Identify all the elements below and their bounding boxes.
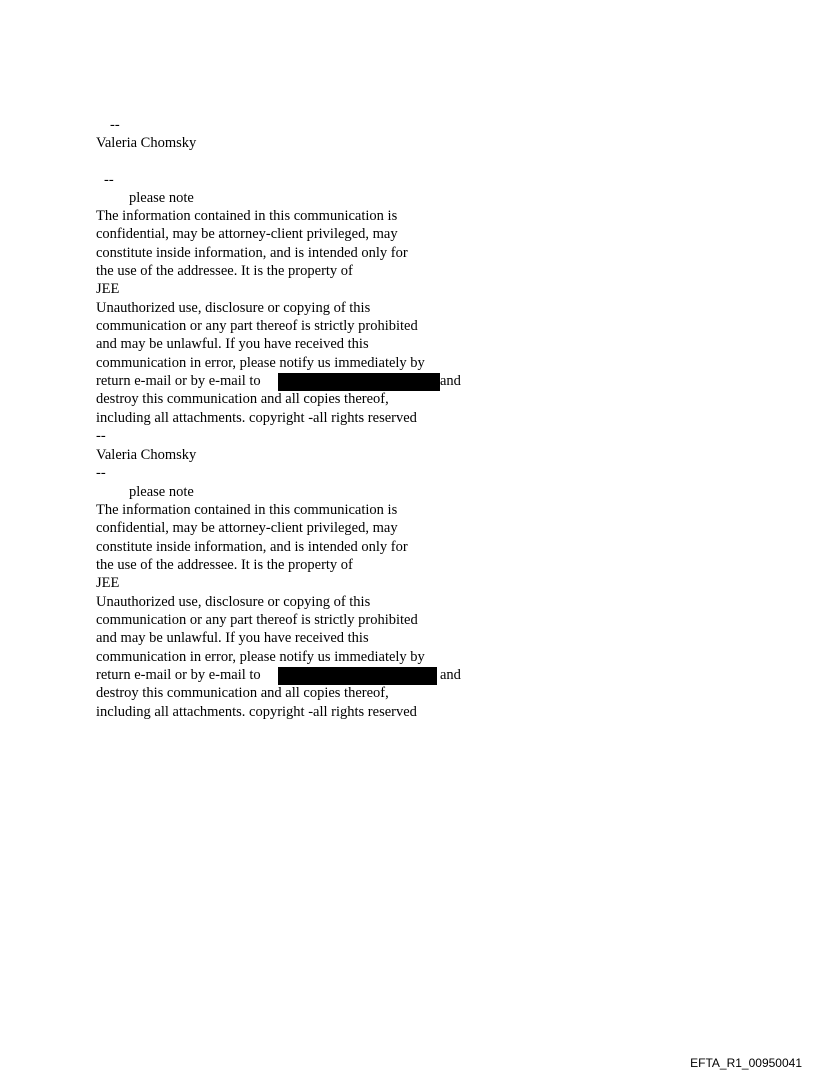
sender-name-1: Valeria Chomsky [96, 135, 197, 151]
disclaimer-line: destroy this communication and all copies thereof, [96, 391, 389, 407]
disclaimer-line: constitute inside information, and is intended only for [96, 539, 408, 555]
note-heading-2: please note [129, 484, 194, 500]
note-heading-1: please note [129, 190, 194, 206]
disclaimer-line: constitute inside information, and is intended only for [96, 245, 408, 261]
document-id-footer: EFTA_R1_00950041 [690, 1056, 802, 1070]
disclaimer-line: communication or any part thereof is strictly prohibited [96, 612, 418, 628]
disclaimer-line: confidential, may be attorney-client privileged, may [96, 226, 398, 242]
disclaimer-line: The information contained in this communication is [96, 502, 398, 518]
disclaimer-line: return e-mail or by e-mail to [96, 667, 261, 683]
disclaimer-line: and may be unlawful. If you have received this [96, 630, 369, 646]
disclaimer-line: communication in error, please notify us immediately by [96, 649, 425, 665]
sender-name-2: Valeria Chomsky [96, 447, 197, 463]
disclaimer-line: destroy this communication and all copies thereof, [96, 685, 389, 701]
redaction-bar [278, 373, 440, 391]
disclaimer-and: and [440, 667, 461, 683]
disclaimer-line: including all attachments. copyright -all rights reserved [96, 704, 417, 720]
disclaimer-line: JEE [96, 281, 120, 297]
disclaimer-line: and may be unlawful. If you have received this [96, 336, 369, 352]
separator-2a: -- [96, 428, 106, 444]
disclaimer-line: Unauthorized use, disclosure or copying of this [96, 300, 371, 316]
separator-1b: -- [104, 172, 114, 188]
separator-1a: -- [110, 117, 120, 133]
disclaimer-line: communication or any part thereof is strictly prohibited [96, 318, 418, 334]
disclaimer-line: The information contained in this communication is [96, 208, 398, 224]
disclaimer-line: Unauthorized use, disclosure or copying of this [96, 594, 371, 610]
disclaimer-line: return e-mail or by e-mail to [96, 373, 261, 389]
disclaimer-line: communication in error, please notify us immediately by [96, 355, 425, 371]
disclaimer-line: including all attachments. copyright -all rights reserved [96, 410, 417, 426]
redaction-bar [278, 667, 437, 685]
disclaimer-line: JEE [96, 575, 120, 591]
disclaimer-and: and [440, 373, 461, 389]
disclaimer-line: the use of the addressee. It is the property of [96, 557, 353, 573]
disclaimer-line: the use of the addressee. It is the property of [96, 263, 353, 279]
disclaimer-line: confidential, may be attorney-client privileged, may [96, 520, 398, 536]
separator-2b: -- [96, 465, 106, 481]
